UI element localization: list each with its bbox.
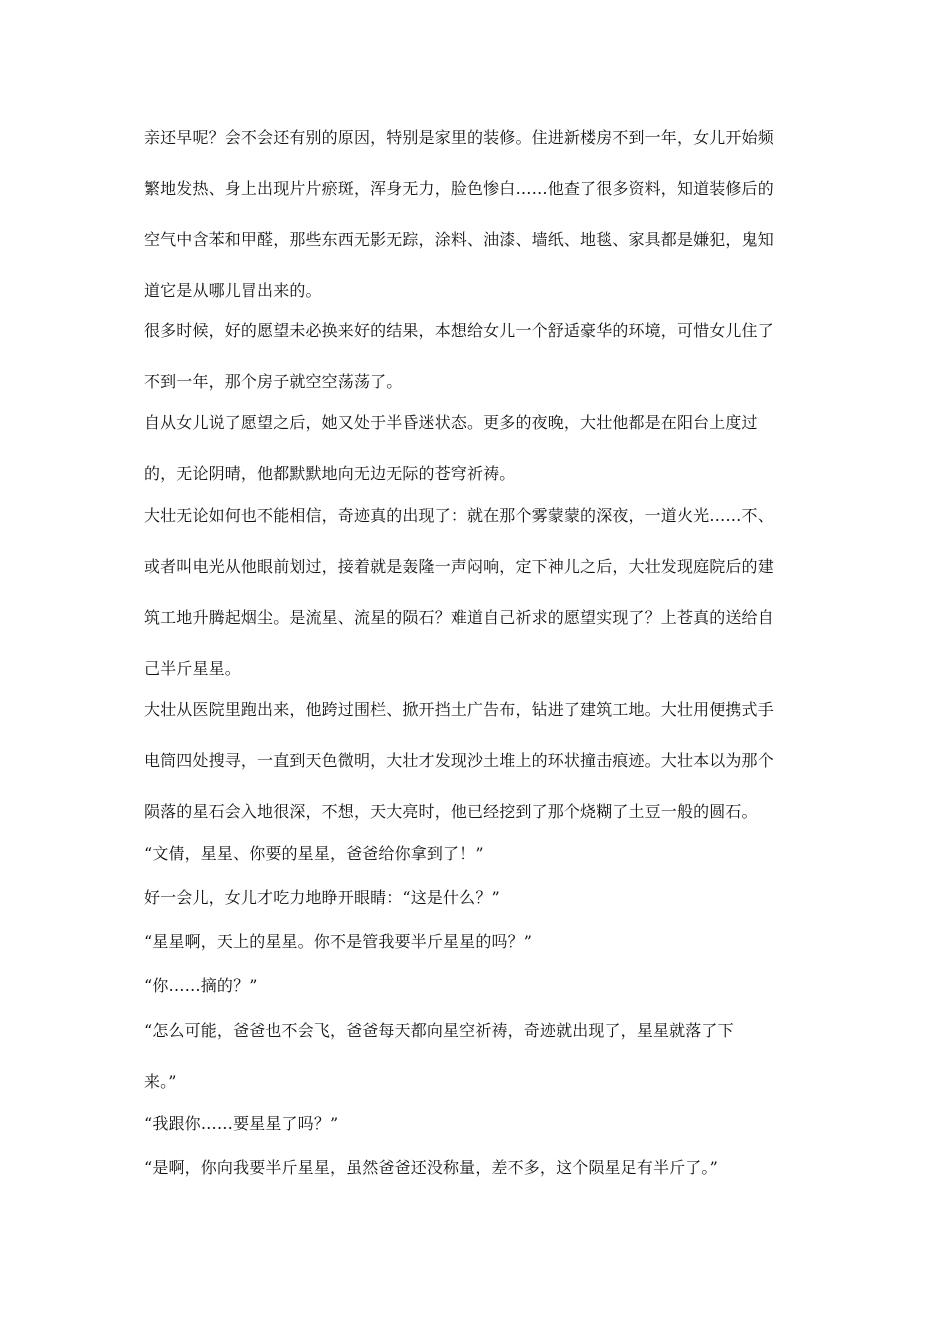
text-line: “文倩，星星、你要的星星，爸爸给你拿到了！” [144, 844, 484, 863]
text-line: 繁地发热、身上出现片片瘀斑，浑身无力，脸色惨白……他查了很多资料，知道装修后的 [144, 179, 774, 198]
text-line: “我跟你……要星星了吗？” [144, 1114, 339, 1133]
text-line: “你……摘的？” [144, 976, 258, 995]
text-line: “是啊，你向我要半斤星星，虽然爸爸还没称量，差不多，这个陨星足有半斤了。” [144, 1158, 718, 1177]
text-line: 的，无论阴晴，他都默默地向无边无际的苍穹祈祷。 [144, 464, 516, 483]
text-line: 来。” [144, 1072, 177, 1091]
text-line: 不到一年，那个房子就空空荡荡了。 [144, 372, 403, 391]
text-line: 空气中含苯和甲醛，那些东西无影无踪，涂料、油漆、墙纸、地毯、家具都是嫌犯，鬼知 [144, 230, 774, 249]
text-line: 好一会儿，女儿才吃力地睁开眼睛：“这是什么？” [144, 888, 500, 907]
text-line: 己半斤星星。 [144, 659, 241, 678]
text-line: 大壮无论如何也不能相信，奇迹真的出现了：就在那个雾蒙蒙的深夜，一道火光……不、 [144, 506, 774, 525]
text-line: 电筒四处搜寻，一直到天色微明，大壮才发现沙土堆上的环状撞击痕迹。大壮本以为那个 [144, 751, 774, 770]
text-line: “星星啊，天上的星星。你不是管我要半斤星星的吗？” [144, 932, 533, 951]
text-line: 很多时候，好的愿望未必换来好的结果，本想给女儿一个舒适豪华的环境，可惜女儿住了 [144, 321, 774, 340]
text-line: 自从女儿说了愿望之后，她又处于半昏迷状态。更多的夜晚，大壮他都是在阳台上度过 [144, 413, 758, 432]
text-line: 亲还早呢？会不会还有别的原因，特别是家里的装修。住进新楼房不到一年，女儿开始频 [144, 128, 774, 147]
text-line: 大壮从医院里跑出来，他跨过围栏、掀开挡土广告布，钻进了建筑工地。大壮用便携式手 [144, 700, 774, 719]
text-line: 筑工地升腾起烟尘。是流星、流星的陨石？难道自己祈求的愿望实现了？上苍真的送给自 [144, 608, 774, 627]
text-line: 或者叫电光从他眼前划过，接着就是轰隆一声闷响，定下神儿之后，大壮发现庭院后的建 [144, 557, 774, 576]
text-line: 道它是从哪儿冒出来的。 [144, 281, 322, 300]
text-line: 陨落的星石会入地很深，不想，天大亮时，他已经挖到了那个烧糊了土豆一般的圆石。 [144, 802, 758, 821]
text-line: “怎么可能，爸爸也不会飞，爸爸每天都向星空祈祷，奇迹就出现了，星星就落了下 [144, 1021, 734, 1040]
